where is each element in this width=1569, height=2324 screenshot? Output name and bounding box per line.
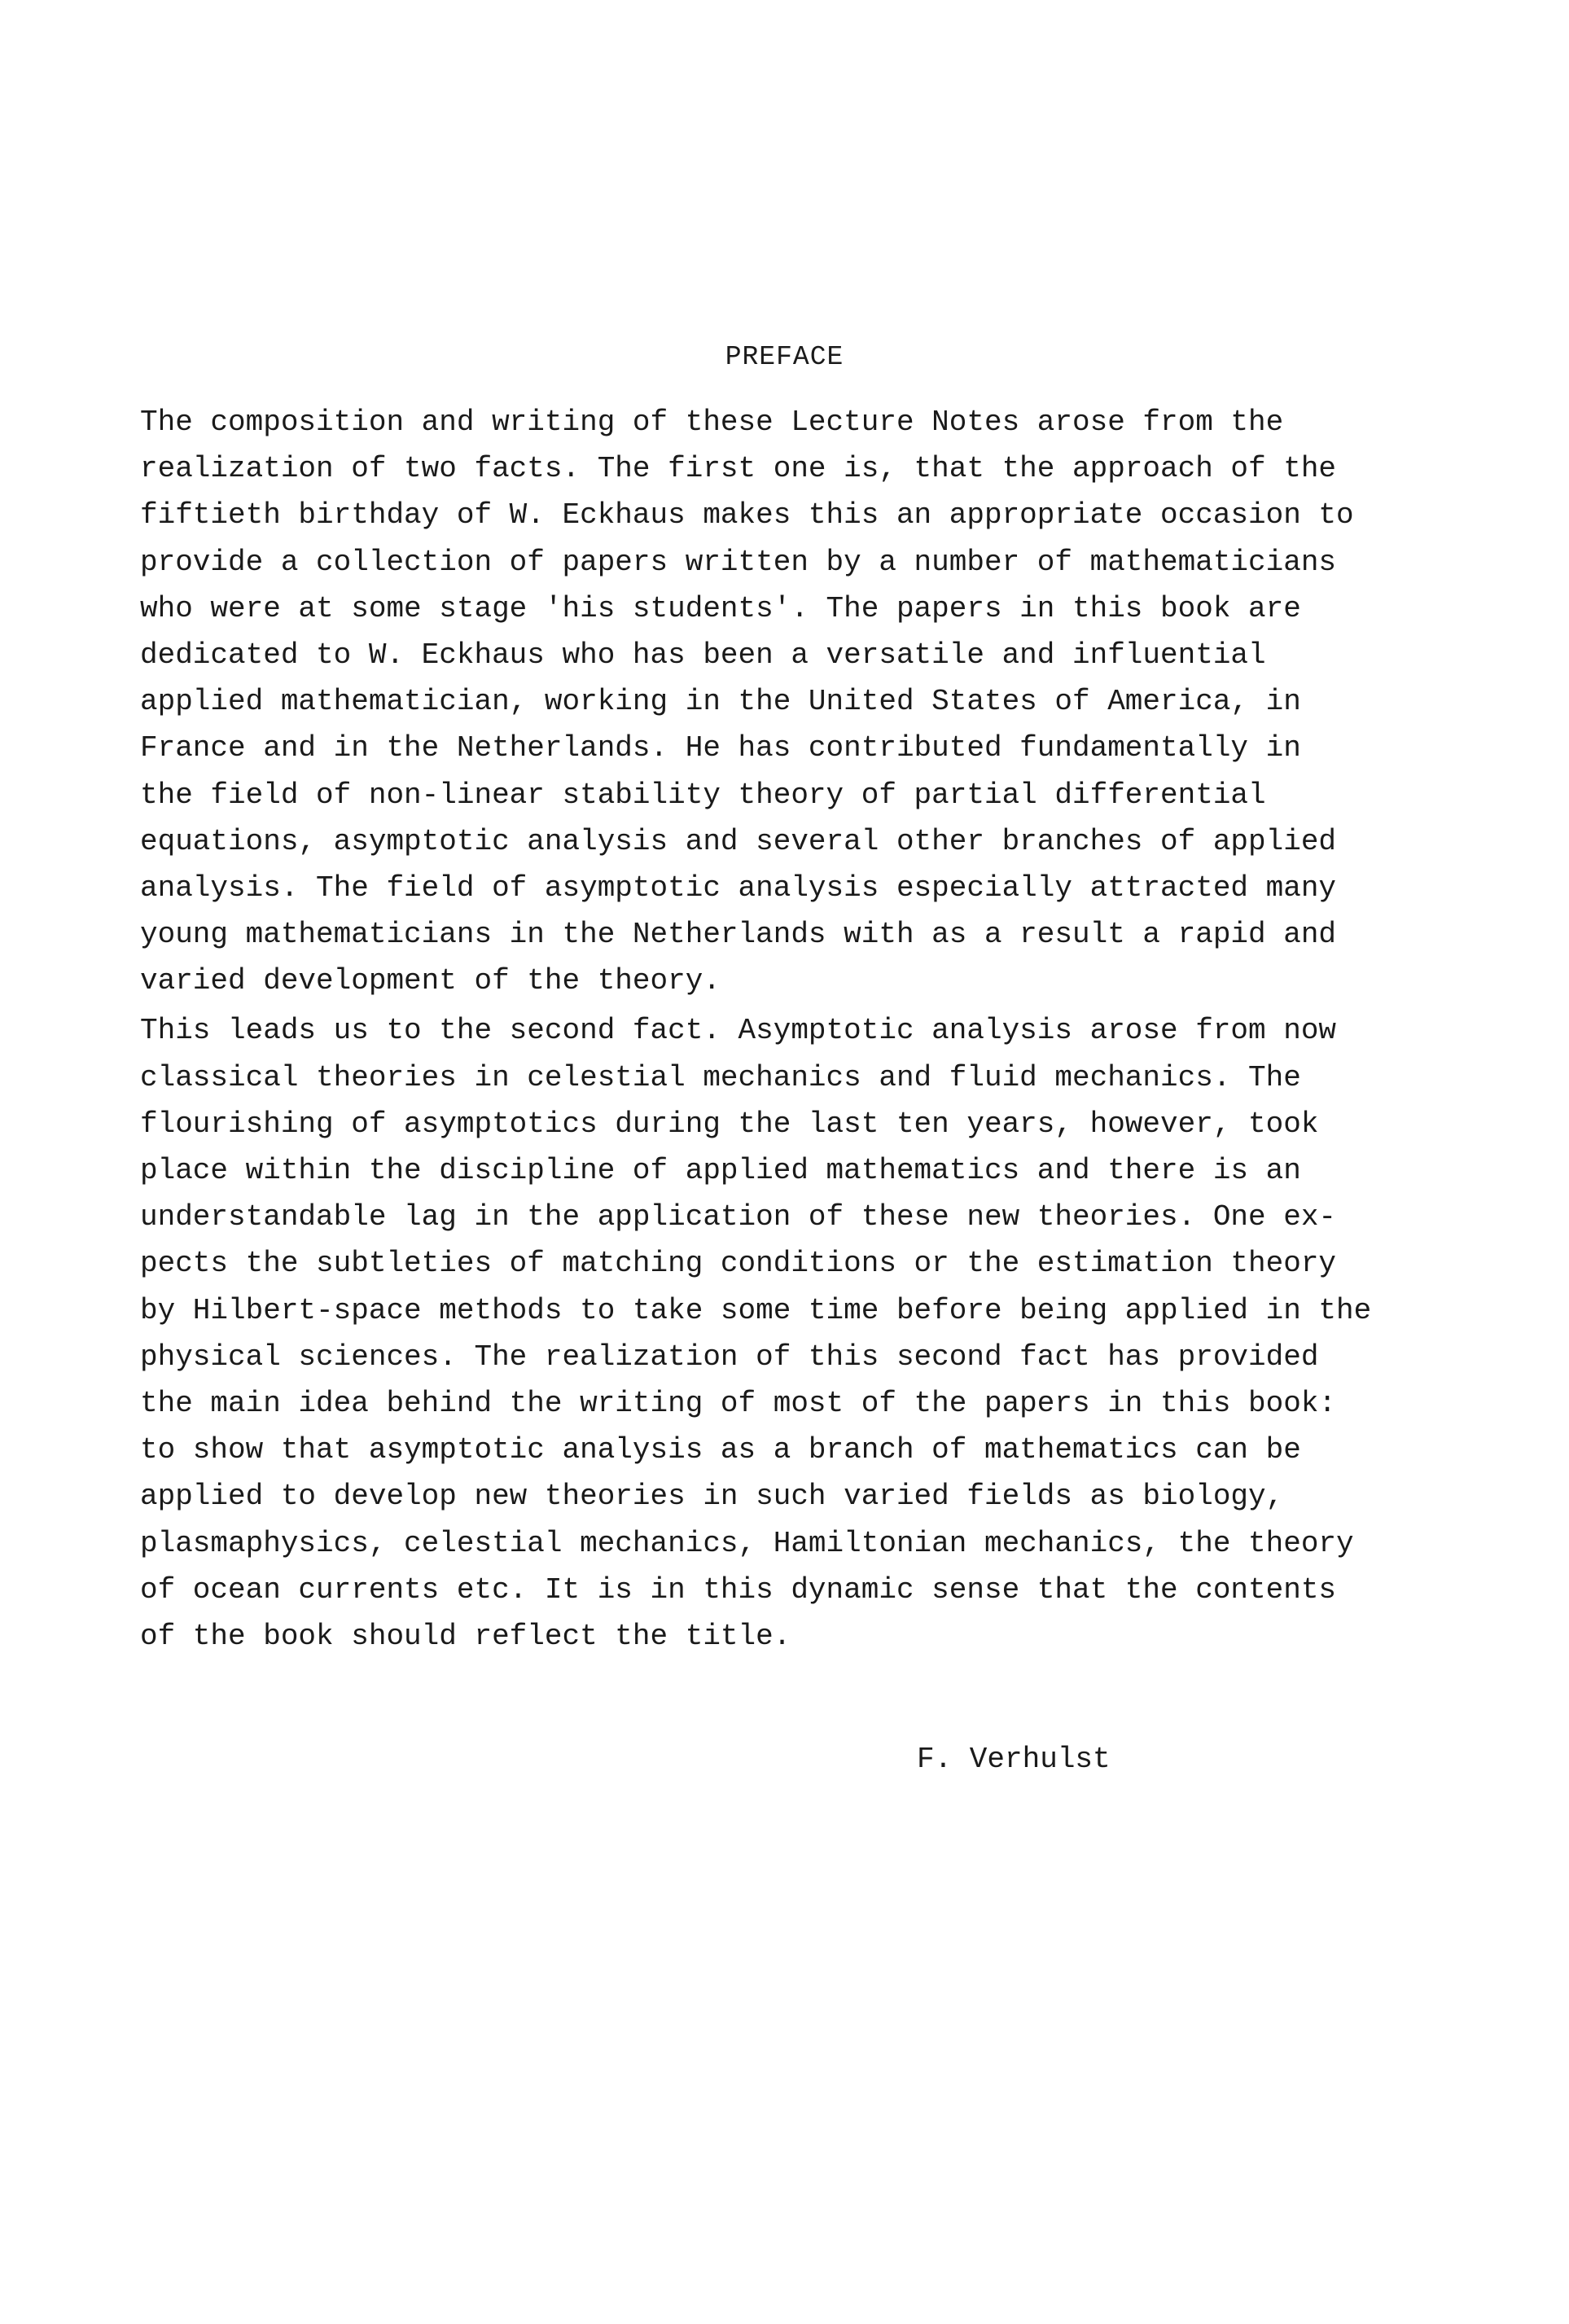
text-line: dedicated to W. Eckhaus who has been a versatile and influential [140, 638, 1266, 672]
text-line: provide a collection of papers written by a number of mathematicians [140, 545, 1337, 579]
text-line: who were at some stage 'his students'. The papers in this book are [140, 591, 1301, 625]
text-line: The composition and writing of these Lecture Notes arose from the [140, 406, 1284, 439]
text-line: young mathematicians in the Netherlands with as a result a rapid and [140, 918, 1337, 952]
text-line: equations, asymptotic analysis and several other branches of applied [140, 824, 1337, 858]
text-line: to show that asymptotic analysis as a branch of mathematics can be [140, 1433, 1301, 1467]
text-line: plasmaphysics, celestial mechanics, Hamiltonian mechanics, the theory [140, 1526, 1354, 1560]
text-line: understandable lag in the application of these new theories. One ex- [140, 1200, 1337, 1234]
text-line: analysis. The field of asymptotic analysis especially attracted many [140, 870, 1337, 905]
author-signature: F. Verhulst [917, 1743, 1111, 1776]
text-line: fiftieth birthday of W. Eckhaus makes this an appropriate occasion to [140, 498, 1354, 533]
text-line: the field of non-linear stability theory of partial differential [140, 778, 1266, 812]
text-line: varied development of the theory. [140, 964, 721, 998]
text-line: applied to develop new theories in such varied fields as biology, [140, 1480, 1284, 1514]
text-line: the main idea behind the writing of most of the papers in this book: [140, 1386, 1337, 1420]
text-line: applied mathematician, working in the United States of America, in [140, 685, 1301, 719]
text-line: realization of two facts. The first one is, that the approach of the [140, 452, 1337, 486]
text-line: This leads us to the second fact. Asymptotic analysis arose from now [140, 1014, 1337, 1048]
text-line: flourishing of asymptotics during the last ten years, however, took [140, 1107, 1319, 1141]
paragraph-1 [140, 399, 1475, 1004]
text-line: France and in the Netherlands. He has contributed fundamentally in [140, 731, 1301, 765]
text-line: physical sciences. The realization of this second fact has provided [140, 1340, 1319, 1374]
text-line: place within the discipline of applied mathematics and there is an [140, 1154, 1301, 1187]
preface-body [140, 399, 1475, 1660]
paragraph-2 [140, 1007, 1475, 1660]
text-line: of ocean currents etc. It is in this dynamic sense that the contents [140, 1572, 1337, 1607]
page-title: PREFACE [725, 342, 844, 372]
text-line: of the book should reflect the title. [140, 1619, 791, 1653]
text-line: by Hilbert-space methods to take some time before being applied in the [140, 1293, 1372, 1327]
text-line: pects the subtleties of matching conditions or the estimation theory [140, 1247, 1337, 1281]
text-line: classical theories in celestial mechanics and fluid mechanics. The [140, 1060, 1301, 1094]
